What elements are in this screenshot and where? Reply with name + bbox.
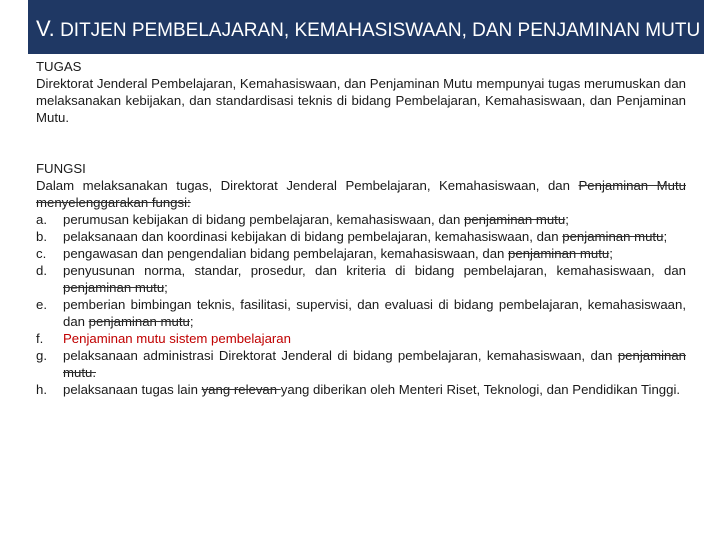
fungsi-item-label: c. [36, 246, 47, 261]
slide-title: DITJEN PEMBELAJARAN, KEMAHASISWAAN, DAN PENJAMINAN MUTU [60, 20, 701, 41]
fungsi-item-text [63, 262, 686, 296]
fungsi-item-pre: pemberian bimbingan teknis, fasilitasi, supervisi, dan evaluasi di bidang pembelajaran, kemahasiswaan, dan [63, 297, 686, 329]
fungsi-item [36, 347, 686, 381]
fungsi-item-pre: pelaksanaan dan koordinasi kebijakan di bidang pembelajaran, kemahasiswaan, dan [63, 229, 563, 244]
spacer [36, 143, 686, 160]
fungsi-item-label: d. [36, 263, 47, 278]
slide-body [36, 58, 686, 398]
fungsi-item-text [63, 296, 686, 330]
fungsi-item-struck: penjaminan mutu [63, 280, 165, 295]
fungsi-item-struck: penjaminan mutu. [63, 348, 686, 380]
fungsi-item-post: ; [164, 280, 168, 295]
fungsi-item-label: f. [36, 331, 44, 346]
fungsi-item-post: yang diberikan oleh Menteri Riset, Teknologi, dan Pendidikan Tinggi. [280, 382, 681, 397]
fungsi-item-struck: penjaminan mutu [508, 246, 610, 261]
fungsi-item [36, 381, 686, 398]
slide-title-bar [28, 0, 704, 54]
fungsi-item-text [63, 245, 686, 262]
fungsi-item-label: g. [36, 348, 47, 363]
fungsi-item-post: ; [609, 246, 613, 261]
tugas-heading: TUGAS [36, 59, 82, 74]
fungsi-intro-struck: Penjaminan Mutu menyelenggarakan fungsi: [36, 178, 686, 210]
fungsi-item-text [63, 347, 686, 381]
fungsi-item-struck: yang relevan [201, 382, 281, 397]
fungsi-item [36, 262, 686, 296]
fungsi-item [36, 211, 686, 228]
fungsi-item-struck: penjaminan mutu [464, 212, 566, 227]
fungsi-item-pre: perumusan kebijakan di bidang pembelajaran, kemahasiswaan, dan [63, 212, 465, 227]
fungsi-item-pre: pelaksanaan administrasi Direktorat Jenderal di bidang pembelajaran, kemahasiswaan, dan [63, 348, 618, 363]
fungsi-item-label: h. [36, 382, 47, 397]
section-number: V. [36, 16, 55, 41]
tugas-paragraph: Direktorat Jenderal Pembelajaran, Kemahasiswaan, dan Penjaminan Mutu mempunyai tugas merumuskan dan melaksanakan kebijakan, dan standardisasi teknis di bidang Pembelajaran, Kemahasiswaan, dan Penjaminan Mutu. [36, 76, 686, 125]
fungsi-item-text [63, 211, 686, 228]
fungsi-item-pre: pelaksanaan tugas lain [63, 382, 202, 397]
fungsi-item [36, 245, 686, 262]
fungsi-heading: FUNGSI [36, 161, 86, 176]
fungsi-item-label: e. [36, 297, 47, 312]
fungsi-item-text [63, 228, 686, 245]
fungsi-item-struck: penjaminan mutu [562, 229, 664, 244]
fungsi-item-post: ; [189, 314, 194, 329]
fungsi-item-text [63, 330, 686, 347]
fungsi-list [36, 211, 686, 398]
fungsi-item-pre: penyusunan norma, standar, prosedur, dan kriteria di bidang pembelajaran, kemahasiswaan, dan [63, 263, 686, 278]
fungsi-item-label: a. [36, 212, 47, 227]
fungsi-intro-text: Dalam melaksanakan tugas, Direktorat Jenderal Pembelajaran, Kemahasiswaan, dan [36, 178, 579, 193]
fungsi-item [36, 296, 686, 330]
fungsi-item-post: ; [565, 212, 569, 227]
fungsi-item-struck: penjaminan mutu [88, 314, 190, 329]
fungsi-item-highlight: Penjaminan mutu sistem pembelajaran [63, 331, 291, 346]
fungsi-item [36, 330, 686, 347]
fungsi-intro [36, 177, 686, 211]
fungsi-item-text [63, 381, 686, 398]
fungsi-item-pre: pengawasan dan pengendalian bidang pembelajaran, kemahasiswaan, dan [63, 246, 509, 261]
fungsi-item-post: ; [663, 229, 668, 244]
fungsi-item [36, 228, 686, 245]
spacer [36, 126, 686, 143]
fungsi-item-label: b. [36, 229, 47, 244]
